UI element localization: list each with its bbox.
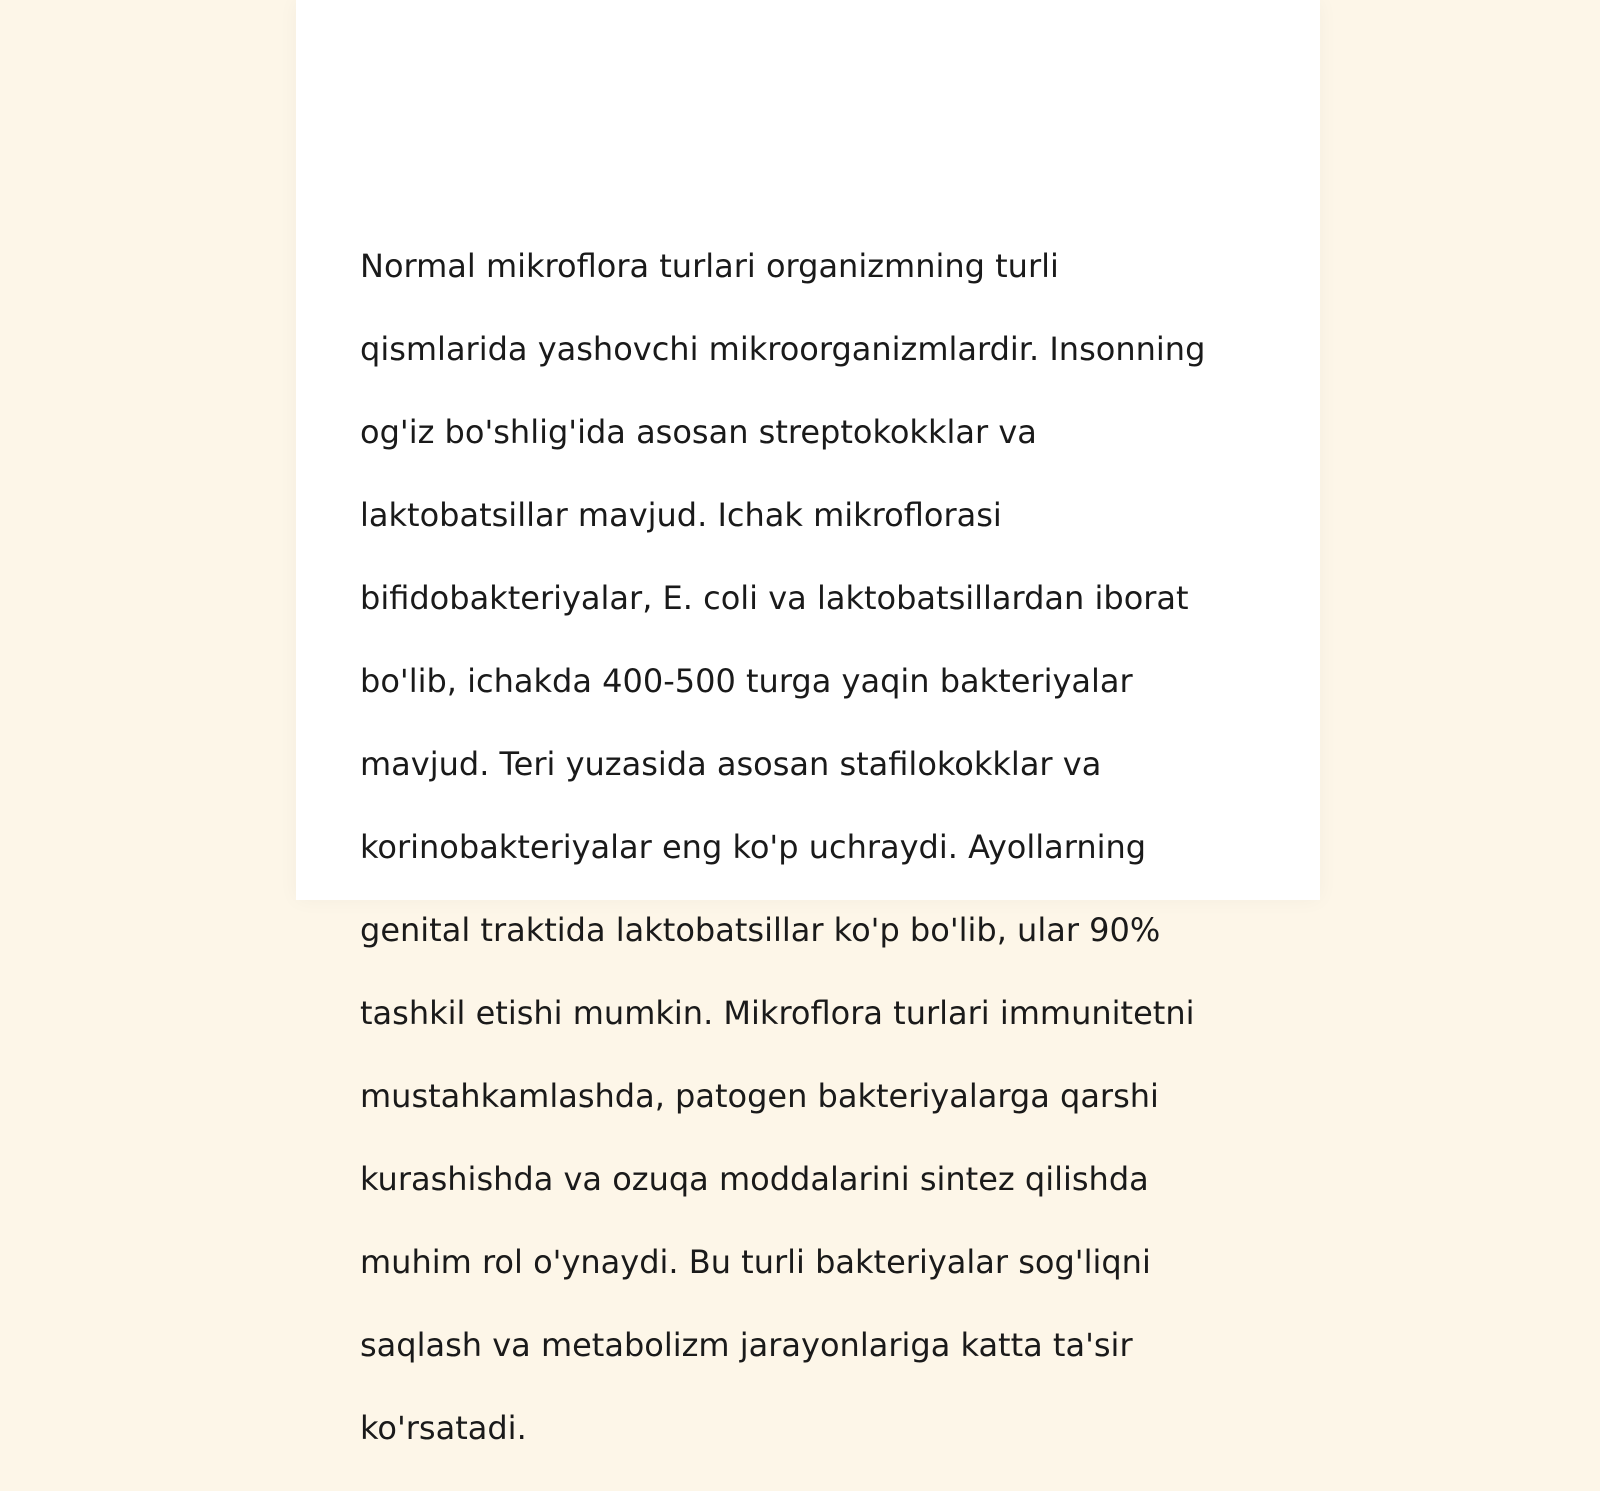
- body-line: bifidobakteriyalar, E. coli va laktobatsillardan iborat: [360, 578, 1189, 617]
- body-line: mustahkamlashda, patogen bakteriyalarga qarshi: [360, 1076, 1159, 1115]
- body-line: laktobatsillar mavjud. Ichak mikroflorasi: [360, 495, 1002, 534]
- body-line: bo'lib, ichakda 400-500 turga yaqin bakteriyalar: [360, 661, 1133, 700]
- body-line: kurashishda va ozuqa moddalarini sintez qilishda: [360, 1159, 1149, 1198]
- body-line: saqlash va metabolizm jarayonlariga katta ta'sir: [360, 1325, 1133, 1364]
- slide-page: [296, 0, 1320, 1447]
- body-line: Normal mikroflora turlari organizmning turli: [360, 246, 1059, 285]
- body-line: og'iz bo'shlig'ida asosan streptokokklar va: [360, 412, 1037, 451]
- body-line: ko'rsatadi.: [360, 1408, 527, 1447]
- body-line: tashkil etishi mumkin. Mikroflora turlari immunitetni: [360, 993, 1195, 1032]
- body-line: mavjud. Teri yuzasida asosan stafilokokklar va: [360, 744, 1102, 783]
- body-line: genital traktida laktobatsillar ko'p bo'lib, ular 90%: [360, 910, 1161, 949]
- slide-body-text: [360, 204, 1240, 1491]
- body-line: korinobakteriyalar eng ko'p uchraydi. Ayollarning: [360, 827, 1147, 866]
- body-line: qismlarida yashovchi mikroorganizmlardir. Insonning: [360, 329, 1206, 368]
- body-line: muhim rol o'ynaydi. Bu turli bakteriyalar sog'liqni: [360, 1242, 1151, 1281]
